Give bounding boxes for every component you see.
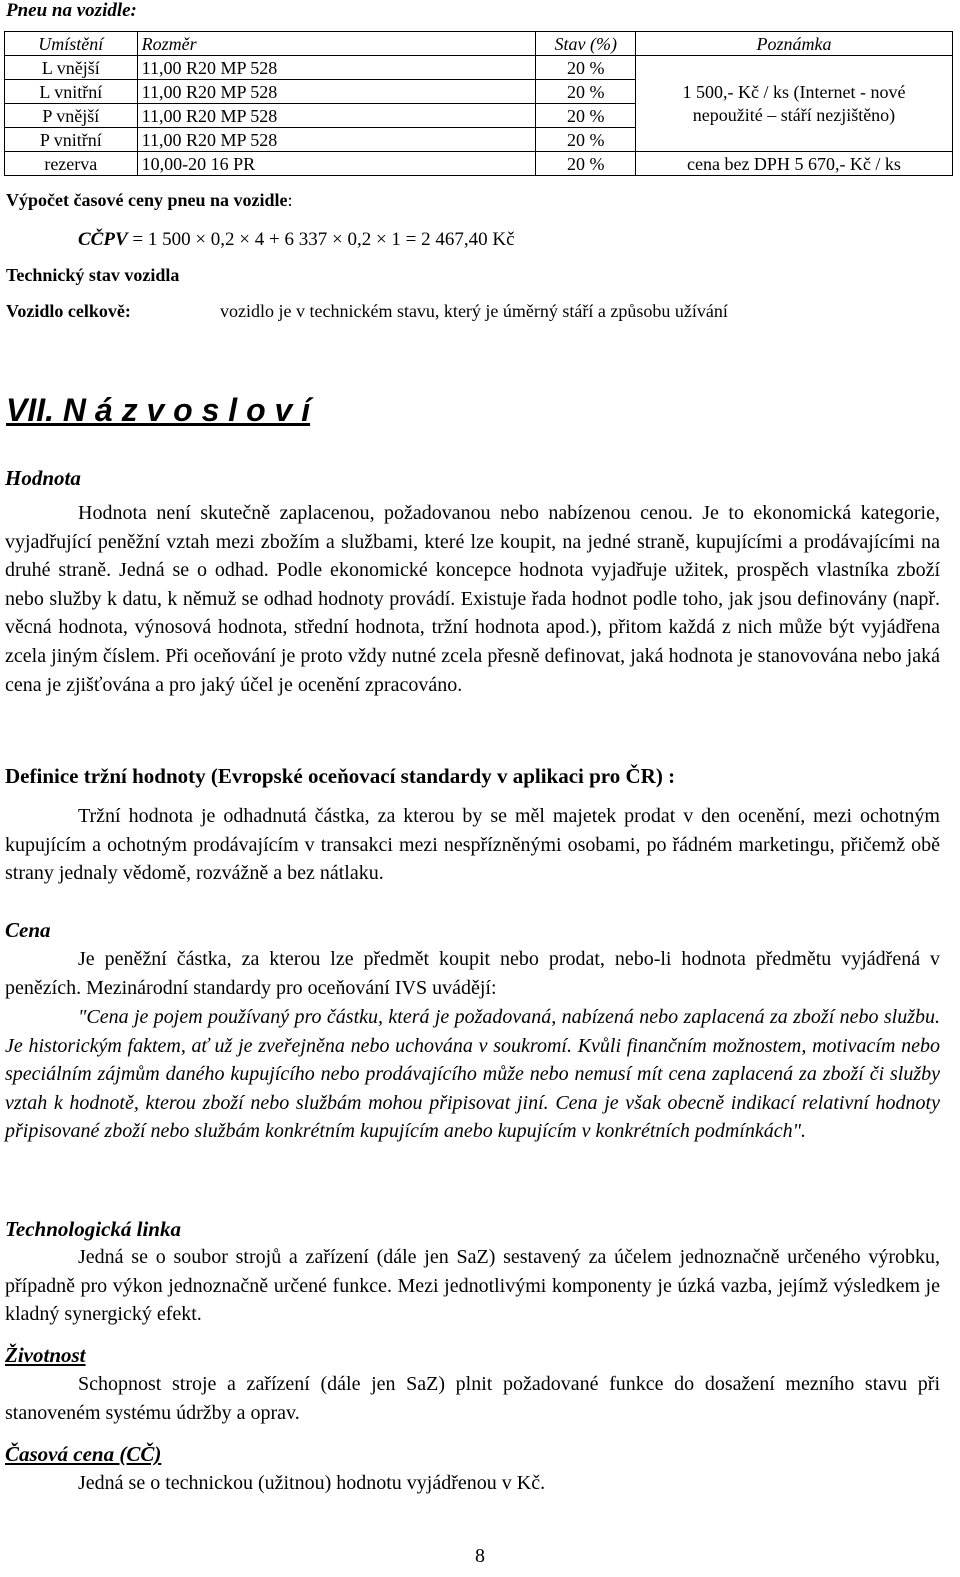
formula-label: CČPV	[78, 229, 128, 250]
cell-note-block	[635, 80, 952, 128]
cell-size: 11,00 R20 MP 528	[137, 80, 536, 104]
formula-expression: = 1 500 × 0,2 × 4 + 6 337 × 0,2 × 1 = 2 467,40 Kč	[127, 229, 515, 250]
cell-location: rezerva	[5, 152, 138, 176]
heading-technologicka-linka: Technologická linka	[5, 1217, 181, 1241]
heading-hodnota: Hodnota	[5, 466, 81, 490]
cell-state: 20 %	[536, 128, 635, 152]
page-number: 8	[475, 1545, 485, 1567]
cell-state: 20 %	[536, 56, 635, 80]
cell-size: 11,00 R20 MP 528	[137, 56, 536, 80]
header-size: Rozměr	[137, 32, 536, 56]
cell-size: 11,00 R20 MP 528	[137, 128, 536, 152]
heading-cena: Cena	[5, 918, 51, 942]
tech-overall-label: Vozidlo celkově:	[6, 301, 131, 321]
calc-formula	[78, 229, 515, 251]
paragraph-trzni-hodnota	[5, 802, 940, 888]
tires-title: Pneu na vozidle:	[6, 0, 137, 21]
paragraph-cena-quote	[5, 1003, 940, 1146]
paragraph-casova-cena	[5, 1469, 940, 1498]
note-block-line-2: nepoužité – stáří nezjištěno)	[692, 104, 896, 125]
tech-overall-value: vozidlo je v technickém stavu, který je úměrný stáří a způsobu užívání	[220, 301, 728, 321]
cell-size: 10,00-20 16 PR	[137, 152, 536, 176]
header-state: Stav (%)	[536, 32, 635, 56]
heading-casova-cena: Časová cena (CČ)	[5, 1442, 162, 1466]
cell-location: P vnitřní	[5, 128, 138, 152]
tires-table	[4, 31, 953, 176]
table-row	[5, 56, 953, 80]
heading-zivotnost: Životnost	[5, 1343, 86, 1367]
heading-trzni-hodnota: Definice tržní hodnoty (Evropské oceňovací standardy v aplikaci pro ČR) :	[5, 764, 676, 788]
paragraph-cena	[5, 945, 940, 1002]
cell-state: 20 %	[536, 104, 635, 128]
paragraph-zivotnost	[5, 1370, 940, 1427]
paragraph-technologicka-linka	[5, 1243, 940, 1329]
paragraph-zivotnost-text: Schopnost stroje a zařízení (dále jen SaZ) plnit požadované funkce do dosažení mezního stavu při stanoveném systému údržby a oprav.	[5, 1373, 940, 1424]
header-note: Poznámka	[635, 32, 952, 56]
paragraph-trzni-text: Tržní hodnota je odhadnutá částka, za kterou by se měl majetek prodat v den ocenění, mezi ochotným kupujícím a ochotným prodávajícím v transakci mezi nespřízněnými osobami, po řádném marketingu, přičemž obě strany jednaly vědomě, rozvážně a bez nátlaku.	[5, 805, 940, 885]
header-location: Umístění	[5, 32, 138, 56]
paragraph-casova-text: Jedná se o technickou (užitnou) hodnotu vyjádřenou v Kč.	[78, 1472, 546, 1494]
paragraph-hodnota	[5, 499, 940, 699]
cell-state: 20 %	[536, 152, 635, 176]
paragraph-cena-quote-text: "Cena je pojem používaný pro částku, která je požadovaná, nabízená nebo zaplacená za zboží nebo službu. Je historickým faktem, ať už je zveřejněna nebo uchována v soukromí. Kvůli finančním možnostem, motivacím nebo speciálním zájmům daného kupujícího nebo prodávajícího může nebo nemusí mít cena zaplacená za zboží či služby vztah k hodnotě, kterou zboží nebo službám mohou připisovat jiní. Cena je však obecně indikací relativní hodnoty připisované zboží nebo službám konkrétním kupujícím anebo kupujícím v konkrétních podmínkách".	[5, 1006, 940, 1143]
cell-location: L vnitřní	[5, 80, 138, 104]
tech-heading: Technický stav vozidla	[6, 265, 180, 285]
paragraph-hodnota-text: Hodnota není skutečně zaplacenou, požadovanou nebo nabízenou cenou. Je to ekonomická kategorie, vyjadřující peněžní vztah mezi zbožím a službami, které lze koupit, na jedné straně, kupujícími a prodávajícími na druhé straně. Jedná se o odhad. Podle ekonomické koncepce hodnota vyjadřuje užitek, prospěch vlastníka zboží nebo služby k datu, k němuž se odhad hodnoty provádí. Existuje řada hodnot podle toho, jak jsou definovány (např. věcná hodnota, výnosová hodnota, střední hodnota, tržní hodnota apod.), přitom každá z nich může být vyjádřena zcela jiným číslem. Při oceňování je proto vždy nutné zcela přesně definovat, jaká hodnota je stanovována nebo jaká cena je zjišťována a pro jaký účel je ocenění zpracováno.	[5, 502, 940, 696]
cell-size: 11,00 R20 MP 528	[137, 104, 536, 128]
table-row	[5, 128, 953, 152]
calc-heading-colon: :	[287, 190, 293, 210]
note-block-line-1: 1 500,- Kč / ks (Internet - nové	[682, 81, 906, 102]
calc-heading-line	[6, 190, 293, 211]
cell-state: 20 %	[536, 80, 635, 104]
table-row	[5, 80, 953, 104]
table-row	[5, 152, 953, 176]
table-header-row	[5, 32, 953, 56]
section-title: VII. N á z v o s l o v í	[6, 392, 311, 428]
cell-location: L vnější	[5, 56, 138, 80]
cell-note-last: cena bez DPH 5 670,- Kč / ks	[635, 152, 952, 176]
cell-location: P vnější	[5, 104, 138, 128]
paragraph-linka-text: Jedná se o soubor strojů a zařízení (dále jen SaZ) sestavený za účelem jednoznačně určeného výrobku, případně pro výkon jednoznačně určené funkce. Mezi jednotlivými komponenty je úzká vazba, jejímž výsledkem je kladný synergický efekt.	[5, 1246, 940, 1326]
paragraph-cena-text: Je peněžní částka, za kterou lze předmět koupit nebo prodat, nebo-li hodnota předmětu vyjádřená v penězích. Mezinárodní standardy pro oceňování IVS uvádějí:	[5, 948, 940, 999]
calc-heading: Výpočet časové ceny pneu na vozidle	[6, 190, 288, 210]
